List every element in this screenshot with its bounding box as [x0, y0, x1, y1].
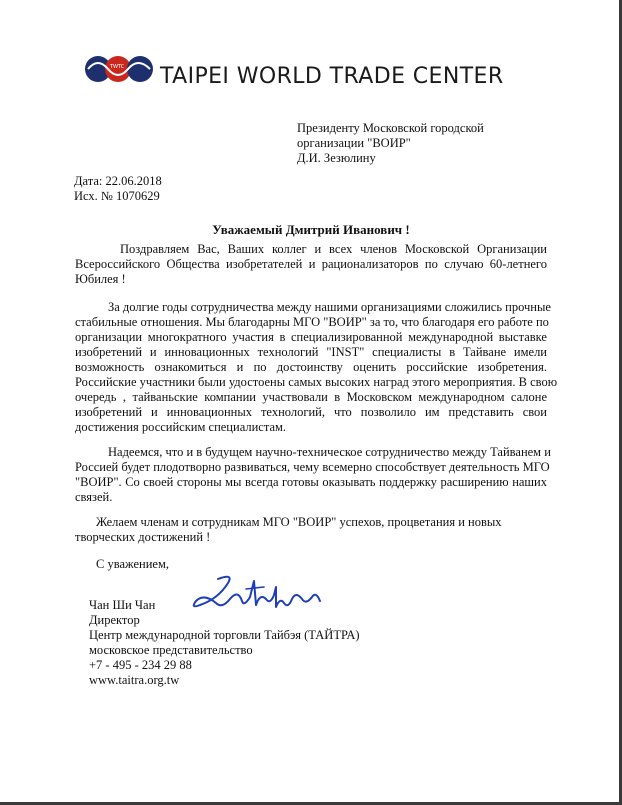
- logo: [84, 52, 156, 88]
- text-line: очередь , тайваньские компании участвовали в Московском международном салоне: [75, 390, 547, 404]
- logo-mark-text: TWTC: [110, 64, 125, 70]
- text-line: "ВОИР". Со своей стороны мы всегда готовы оказывать поддержку расширению наших: [75, 475, 547, 489]
- text-line: связей.: [75, 490, 113, 504]
- signature-block: [89, 598, 360, 688]
- text-line: изобретений и инновационных технологий, что позволило им представить свои: [75, 405, 547, 419]
- text-line: творческих достижений !: [75, 530, 211, 544]
- text-line: За долгие годы сотрудничества между нашими организациями сложились прочные: [108, 300, 551, 314]
- text-line: Желаем членам и сотрудникам МГО "ВОИР" успехов, процветания и новых: [96, 515, 502, 529]
- text-line: возможность ознакомиться и по достоинству оценить российские изобретения.: [75, 360, 547, 374]
- text-line: достижения российским специалистам.: [75, 420, 287, 434]
- recipient-line: Д.И. Зезюлину: [297, 151, 376, 165]
- office-name: московское представительство: [89, 643, 253, 657]
- recipient-line: организации "ВОИР": [297, 136, 411, 150]
- text-line: Поздравляем Вас, Ваших коллег и всех членов Московской Организации: [120, 242, 547, 256]
- closing: С уважением,: [96, 557, 169, 571]
- signer-title: Директор: [89, 613, 140, 627]
- meta-block: [74, 174, 162, 204]
- text-line: Юбилея !: [75, 272, 126, 286]
- paragraph-1: [75, 242, 547, 287]
- organization-name: Центр международной торговли Тайбэя (ТАЙТРА): [89, 628, 360, 642]
- recipient-line: Президенту Московской городской: [297, 121, 484, 135]
- signer-name: Чан Ши Чан: [89, 598, 156, 612]
- text-line: Всероссийского Общества изобретателей и рационализаторов по случаю 60-летнего: [75, 257, 547, 271]
- salutation: Уважаемый Дмитрий Иванович !: [212, 222, 410, 237]
- paragraph-2: [75, 300, 558, 435]
- text-line: изобретений и инновационных технологий "INST" специалисты в Тайване имели: [75, 345, 547, 359]
- text-line: Россией будет плодотворно развиваться, чему всемерно способствует деятельность МГО: [75, 460, 550, 474]
- reference-number: Исх. № 1070629: [74, 189, 160, 203]
- twtc-logo-icon: [84, 52, 156, 88]
- text-line: организации многократного участия в специализированной международной выставке: [75, 330, 547, 344]
- paragraph-4: [75, 515, 502, 545]
- text-line: стабильные отношения. Мы благодарны МГО "ВОИР" за то, что благодаря его работе по: [75, 315, 549, 329]
- company-name: TAIPEI WORLD TRADE CENTER: [160, 64, 504, 89]
- recipient-block: [297, 121, 484, 166]
- text-line: Надеемся, что и в будущем научно-техническое сотрудничество между Тайванем и: [108, 445, 551, 459]
- paragraph-3: [75, 445, 551, 505]
- text-line: Российские участники были удостоены самых высоких наград этого мероприятия. В свою: [75, 375, 558, 389]
- website-link[interactable]: www.taitra.org.tw: [89, 673, 180, 687]
- date: Дата: 22.06.2018: [74, 174, 162, 188]
- phone-number: +7 - 495 - 234 29 88: [89, 658, 192, 672]
